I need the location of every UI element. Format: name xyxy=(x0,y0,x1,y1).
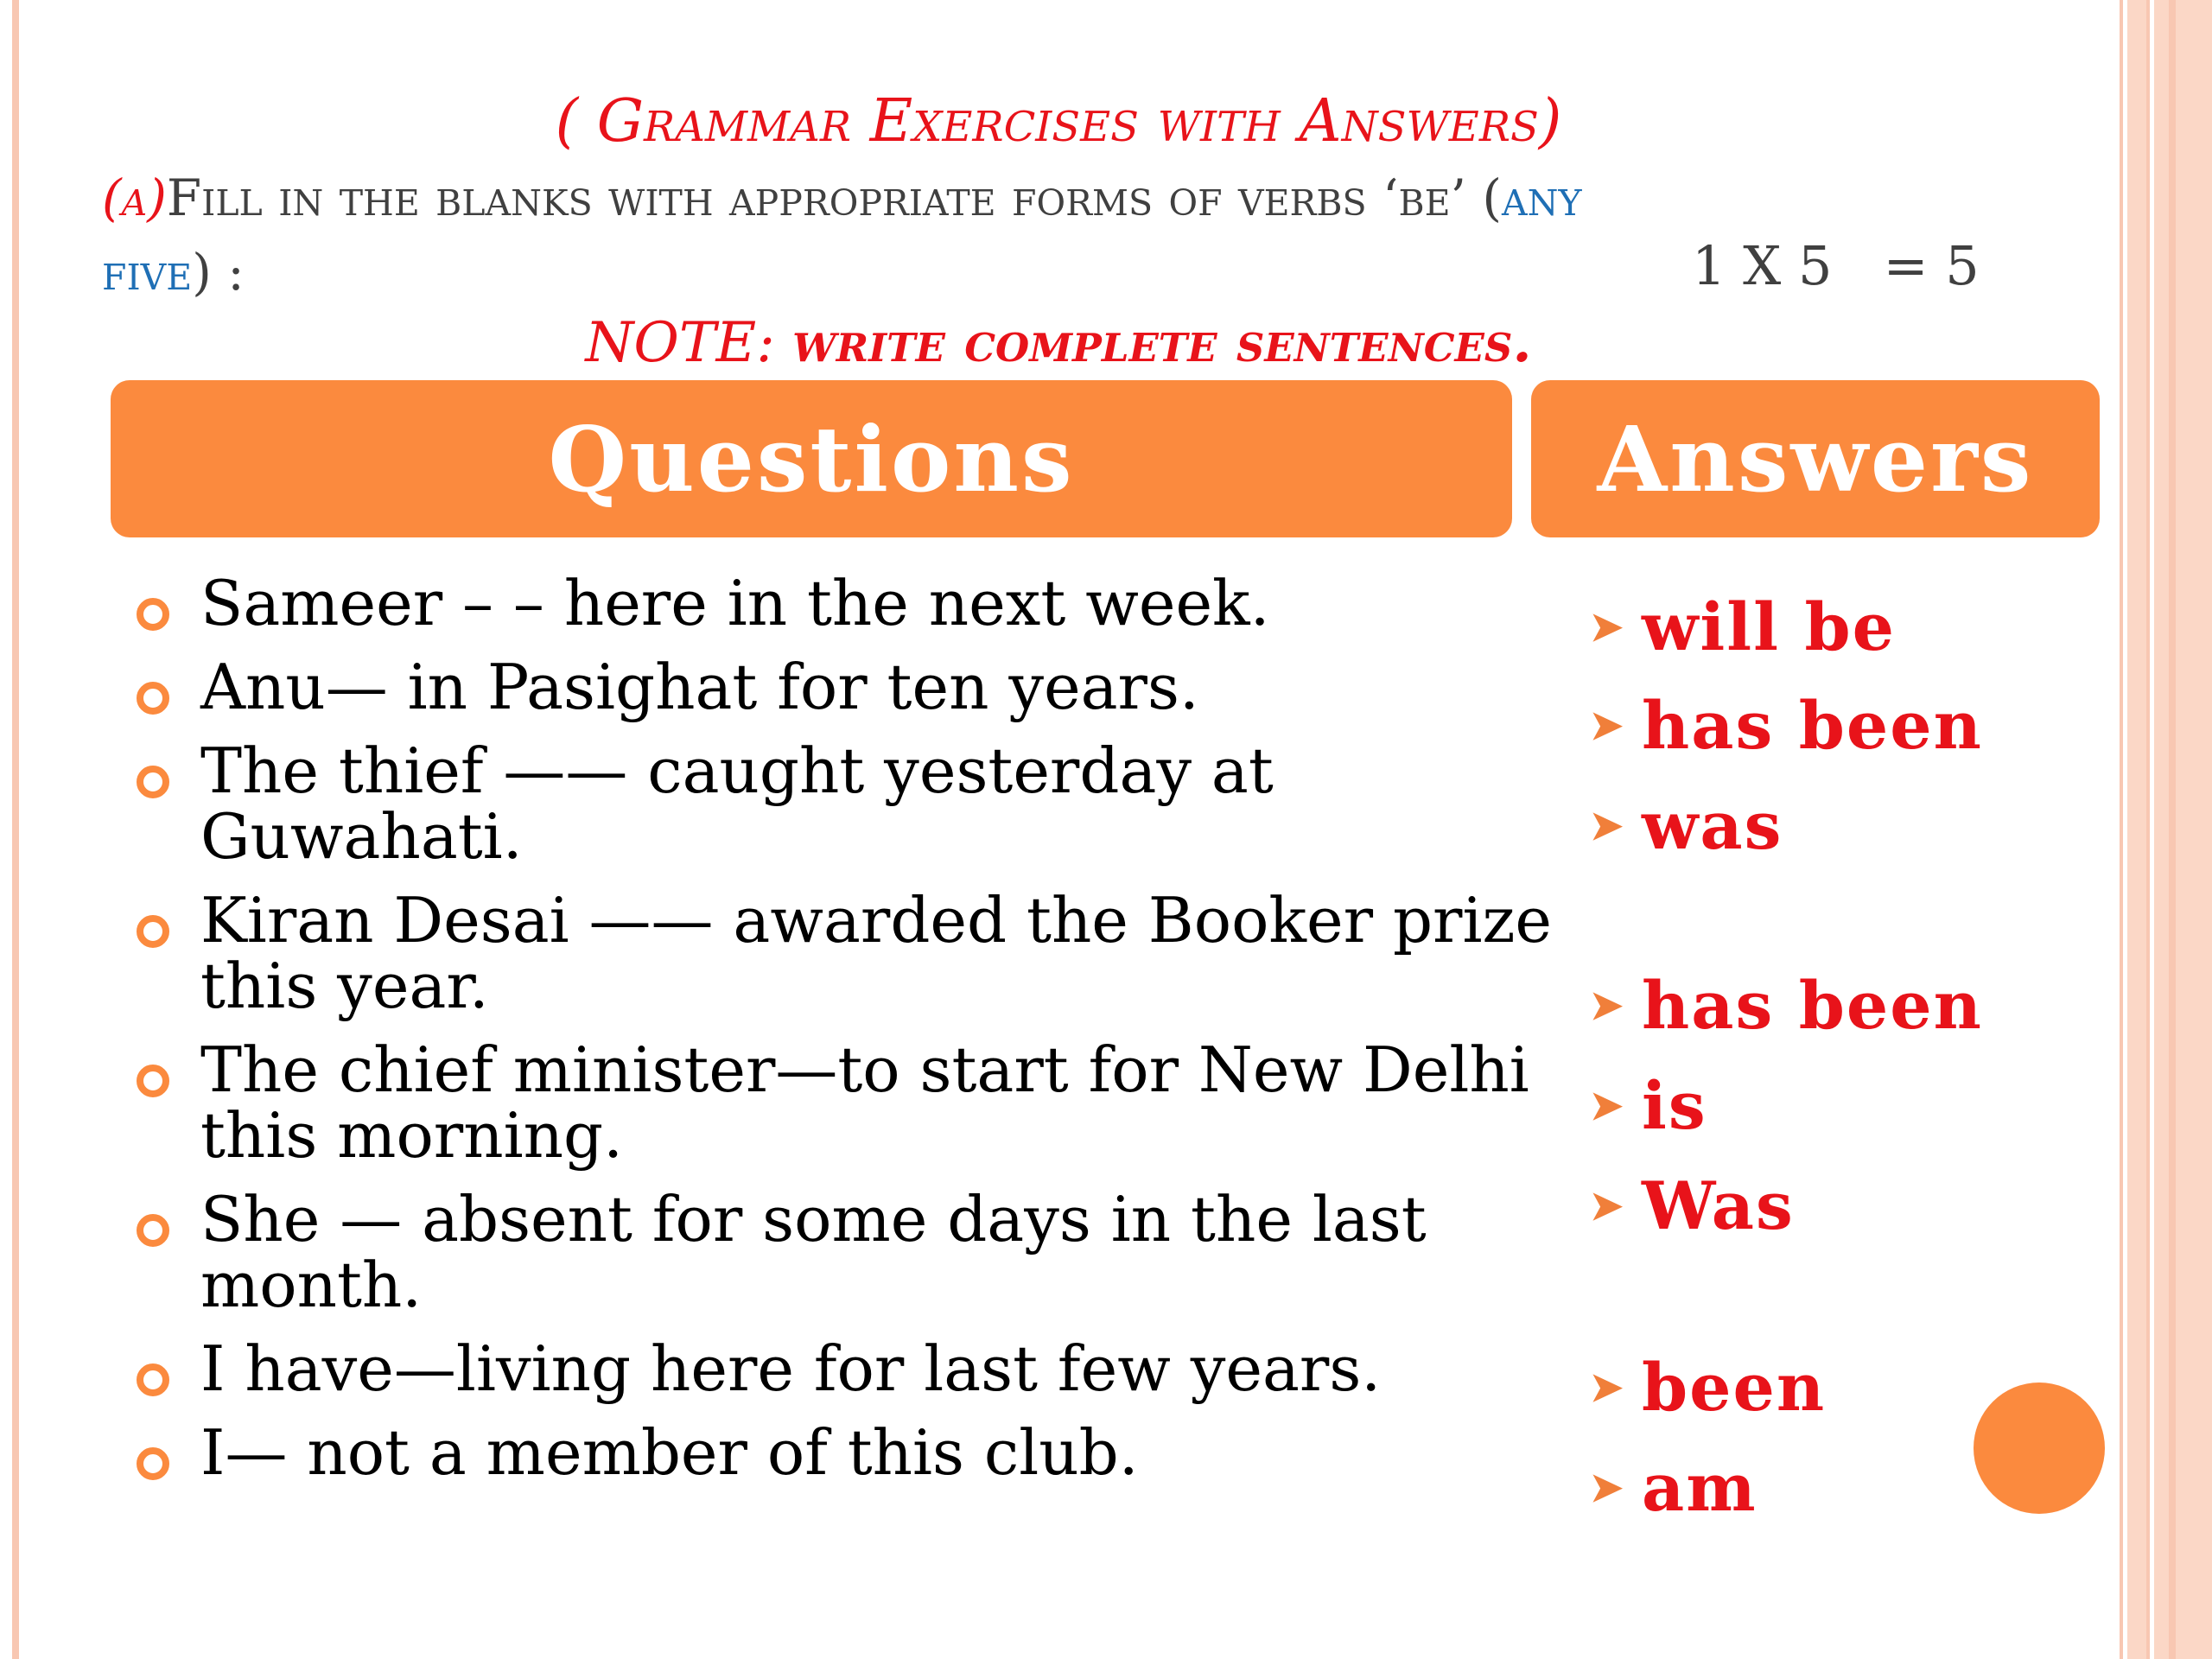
arrow-bullet-icon: ➤ xyxy=(1590,1464,1624,1510)
questions-header: Questions xyxy=(111,380,1512,537)
right-border-decoration xyxy=(2169,0,2176,1659)
answer-item xyxy=(1590,1448,1758,1526)
circle-bullet-icon xyxy=(137,1363,169,1396)
question-item xyxy=(130,1033,1555,1172)
questions-list xyxy=(130,567,1555,1503)
right-border-decoration xyxy=(2154,0,2212,1659)
arrow-bullet-icon: ➤ xyxy=(1590,982,1624,1028)
instruction-body: Fill in the blanks with appropriate forms of verbs ‘be’ ( xyxy=(166,168,1503,227)
answer-text: is xyxy=(1642,1066,1707,1144)
arrow-bullet-icon: ➤ xyxy=(1590,802,1624,849)
arrow-bullet-icon: ➤ xyxy=(1590,603,1624,650)
note-text: write complete sentences. xyxy=(792,310,1532,375)
question-item xyxy=(130,651,1555,723)
decorative-circle xyxy=(1974,1382,2105,1514)
circle-bullet-icon xyxy=(137,598,169,631)
answer-text: Was xyxy=(1642,1166,1795,1244)
arrow-bullet-icon: ➤ xyxy=(1590,1082,1624,1128)
instruction-end: ) : xyxy=(192,243,245,302)
question-item xyxy=(130,884,1555,1022)
arrow-bullet-icon: ➤ xyxy=(1590,702,1624,748)
note-label: NOTE: xyxy=(585,311,793,375)
answer-item xyxy=(1590,686,1983,764)
answers-header: Answers xyxy=(1531,380,2100,537)
answer-item xyxy=(1590,966,1983,1044)
answer-item xyxy=(1590,786,1783,864)
question-item xyxy=(130,1183,1555,1321)
answer-text: has been xyxy=(1642,966,1983,1044)
answer-item xyxy=(1590,1166,1795,1244)
instruction-five: five xyxy=(102,243,193,302)
slide-title: ( Grammar Exercises with Answers) xyxy=(555,87,1562,156)
circle-bullet-icon xyxy=(137,1447,169,1480)
answer-item xyxy=(1590,1066,1707,1144)
question-item xyxy=(130,1332,1555,1405)
question-item xyxy=(130,1416,1555,1489)
instruction-any: any xyxy=(1502,168,1582,227)
question-text: I have—living here for last few years. xyxy=(200,1332,1382,1405)
answer-text: been xyxy=(1642,1348,1827,1426)
question-text: Kiran Desai —— awarded the Booker prize this year. xyxy=(200,884,1553,1022)
question-text: The thief —— caught yesterday at Guwahati. xyxy=(200,734,1274,873)
answer-item xyxy=(1590,588,1896,665)
circle-bullet-icon xyxy=(137,766,169,798)
circle-bullet-icon xyxy=(137,915,169,948)
section-marker: (a) xyxy=(102,168,167,227)
marks-label: 1 X 5 = 5 xyxy=(1692,234,1980,297)
right-border-decoration xyxy=(2146,0,2150,1659)
question-text: She — absent for some days in the last month. xyxy=(200,1183,1427,1321)
question-item xyxy=(130,567,1555,639)
question-text: I— not a member of this club. xyxy=(200,1416,1139,1489)
question-text: Anu— in Pasighat for ten years. xyxy=(200,651,1199,723)
answer-text: will be xyxy=(1642,588,1896,665)
answer-text: has been xyxy=(1642,686,1983,764)
question-item xyxy=(130,734,1555,873)
answer-text: am xyxy=(1642,1448,1758,1526)
question-text: Sameer – – here in the next week. xyxy=(200,567,1270,639)
left-border-decoration xyxy=(12,0,19,1659)
right-border-decoration xyxy=(2127,0,2146,1659)
circle-bullet-icon xyxy=(137,1214,169,1247)
question-text: The chief minister—to start for New Delhi this morning. xyxy=(200,1033,1529,1172)
arrow-bullet-icon: ➤ xyxy=(1590,1182,1624,1229)
right-border-decoration xyxy=(2120,0,2123,1659)
answer-item xyxy=(1590,1348,1826,1426)
arrow-bullet-icon: ➤ xyxy=(1590,1363,1624,1410)
note-line xyxy=(0,306,2117,380)
answer-text: was xyxy=(1642,786,1783,864)
circle-bullet-icon xyxy=(137,682,169,715)
circle-bullet-icon xyxy=(137,1065,169,1097)
